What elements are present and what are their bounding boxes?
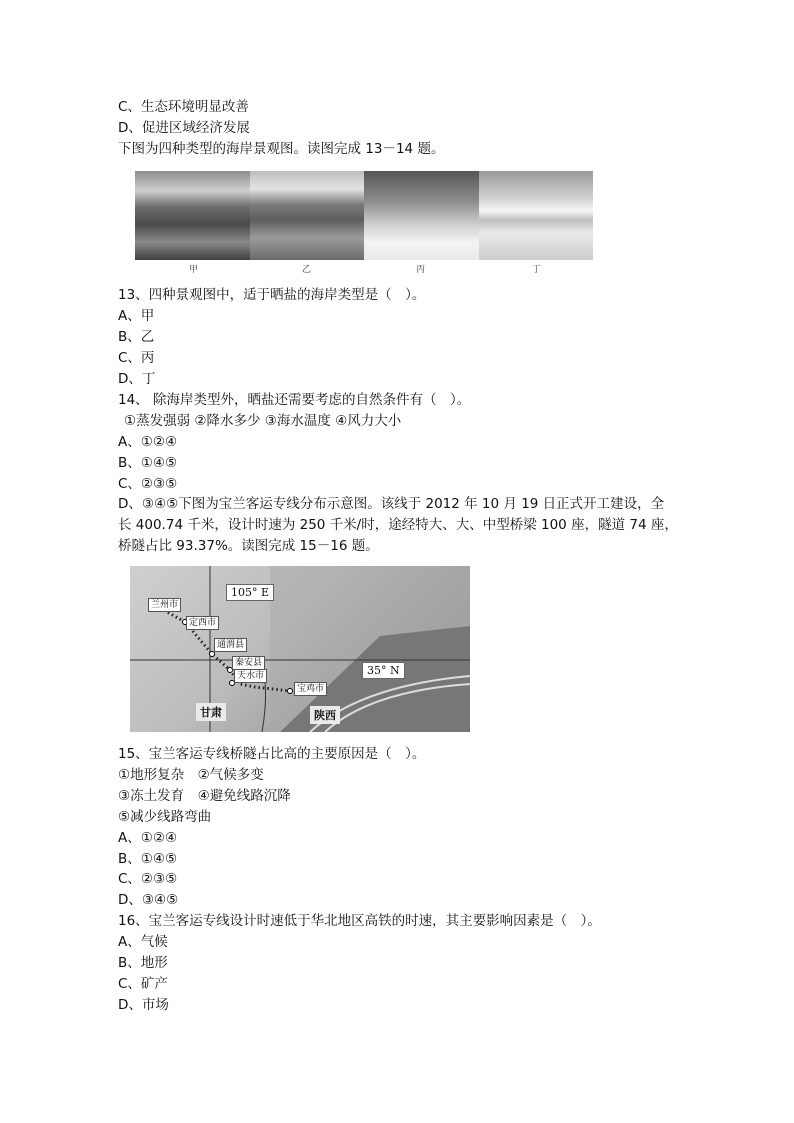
text-line: ⑤减少线路弯曲 [118, 809, 212, 825]
coast-photo-jia [135, 171, 250, 260]
coast-photo-yi [250, 171, 365, 260]
text-line: C、矿产 [118, 976, 168, 992]
caption-jia: 甲 [189, 265, 199, 275]
text-line: B、地形 [118, 955, 168, 971]
text-line: 15、宝兰客运专线桥隧占比高的主要原因是（ ）。 [118, 746, 426, 762]
map-graphics [130, 566, 470, 732]
caption-ding: 丁 [532, 265, 542, 275]
railway-map [130, 566, 470, 732]
text-line: 桥隧占比 93.37%。读图完成 15－16 题。 [118, 538, 379, 554]
text-line: 16、宝兰客运专线设计时速低于华北地区高铁的时速，其主要影响因素是（ ）。 [118, 913, 601, 929]
text-line: C、②③⑤ [118, 476, 178, 492]
longitude-label: 105° E [226, 584, 274, 601]
city-tianshui: 天水市 [234, 669, 267, 683]
city-dingxi: 定西市 [186, 616, 219, 630]
text-line: ③冻土发育 ④避免线路沉降 [118, 788, 291, 804]
text-line: 长 400.74 千米，设计时速为 250 千米/时，途经特大、大、中型桥梁 100 座，隧道 74 座， [118, 517, 678, 533]
text-line: B、①④⑤ [118, 851, 178, 867]
latitude-label: 35° N [362, 662, 405, 679]
text-line: B、乙 [118, 329, 155, 345]
caption-bing: 丙 [416, 265, 426, 275]
text-line: A、甲 [118, 308, 155, 324]
q14-options: ①蒸发强弱 ②降水多少 ③海水温度 ④风力大小 [124, 413, 402, 429]
text-line: A、气候 [118, 934, 168, 950]
text-line: D、丁 [118, 371, 156, 387]
text-line: D、③④⑤下图为宝兰客运专线分布示意图。该线于 2012 年 10 月 19 日正式开工建设，全 [118, 496, 665, 512]
province-gansu: 甘肃 [196, 703, 226, 721]
text-line: ①地形复杂 ②气候多变 [118, 767, 264, 783]
text-line: C、生态环境明显改善 [118, 99, 249, 115]
caption-yi: 乙 [302, 265, 312, 275]
text-line: C、丙 [118, 350, 155, 366]
coast-photo-ding [479, 171, 594, 260]
coast-photo-bing [364, 171, 479, 260]
coast-photos [135, 171, 593, 260]
text-line: B、①④⑤ [118, 455, 178, 471]
text-line: 14、 除海岸类型外，晒盐还需要考虑的自然条件有（ ）。 [118, 392, 471, 408]
text-line: 13、四种景观图中，适于晒盐的海岸类型是（ ）。 [118, 287, 426, 303]
text-line: D、市场 [118, 997, 169, 1013]
text-line: A、①②④ [118, 830, 178, 846]
text-line: 下图为四种类型的海岸景观图。读图完成 13－14 题。 [118, 141, 445, 157]
text-line: D、③④⑤ [118, 892, 179, 908]
text-line: C、②③⑤ [118, 871, 178, 887]
text-line: D、促进区域经济发展 [118, 120, 250, 136]
city-baoji: 宝鸡市 [294, 682, 327, 696]
city-qinan: 秦安县 [232, 656, 265, 670]
city-tongwei: 通渭县 [214, 638, 247, 652]
city-lanzhou: 兰州市 [148, 598, 181, 612]
province-shaanxi: 陕西 [310, 706, 340, 724]
text-line: A、①②④ [118, 434, 178, 450]
